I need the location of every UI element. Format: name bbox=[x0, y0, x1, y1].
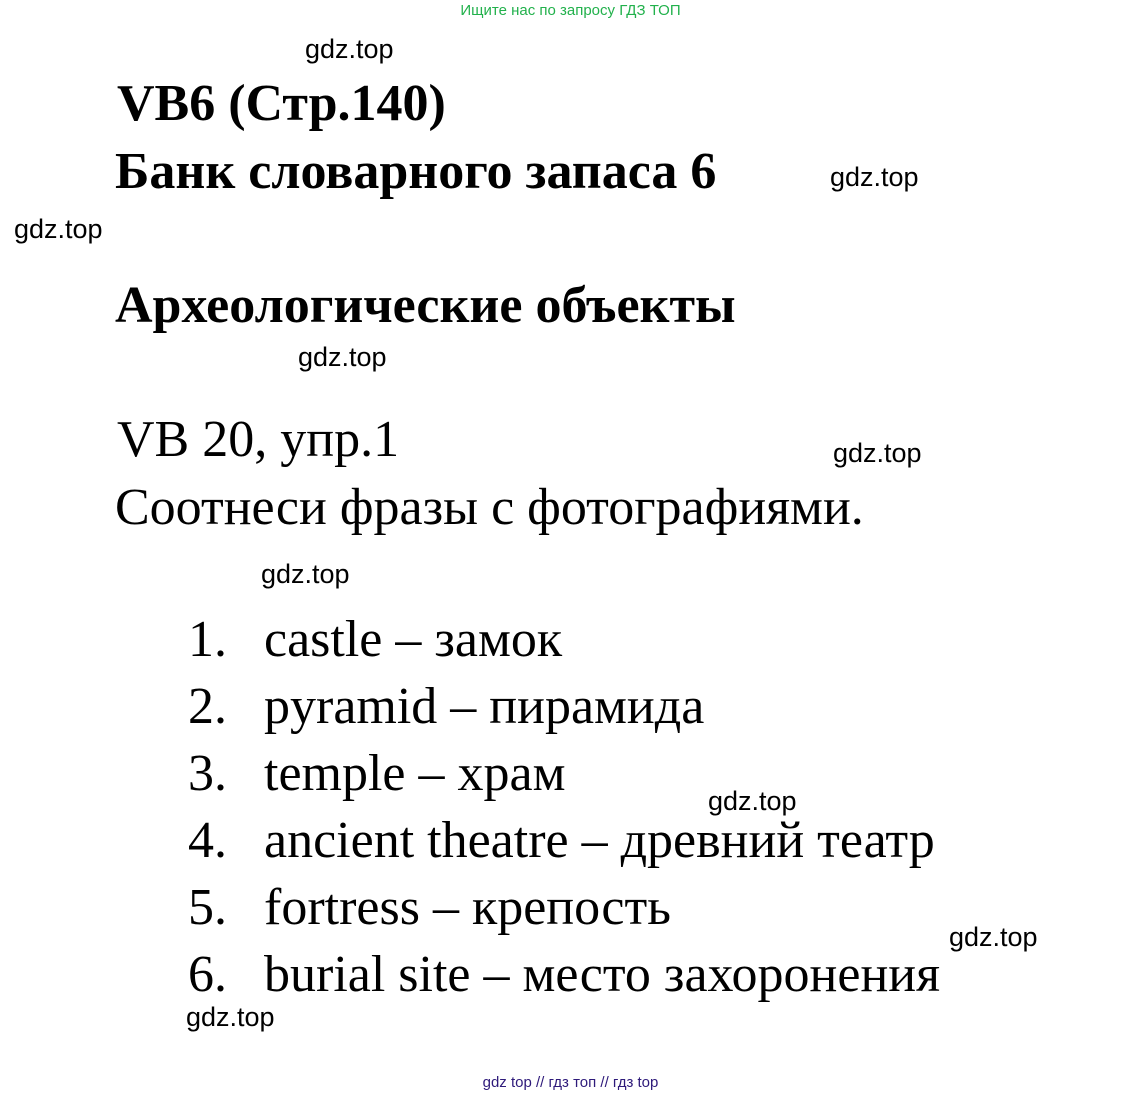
topic-title: Археологические объекты bbox=[115, 277, 736, 334]
item-text: ancient theatre – древний театр bbox=[264, 812, 935, 869]
item-text: fortress – крепость bbox=[264, 879, 671, 936]
item-number: 2. bbox=[188, 678, 227, 735]
item-text: burial site – место захоронения bbox=[264, 946, 941, 1003]
watermark: gdz.top bbox=[833, 438, 922, 468]
vocabulary-list bbox=[188, 612, 940, 1014]
top-promo-note: Ищите нас по запросу ГДЗ ТОП bbox=[460, 2, 681, 19]
item-number: 4. bbox=[188, 812, 227, 869]
list-item bbox=[188, 612, 940, 679]
section-subheading: Банк словарного запаса 6 bbox=[115, 143, 717, 200]
exercise-instruction: Соотнеси фразы с фотографиями. bbox=[115, 479, 864, 536]
item-number: 3. bbox=[188, 745, 227, 802]
item-number: 5. bbox=[188, 879, 227, 936]
watermark: gdz.top bbox=[14, 214, 103, 244]
list-item bbox=[188, 813, 940, 880]
watermark: gdz.top bbox=[708, 786, 797, 816]
list-item bbox=[188, 947, 940, 1014]
footer-links: gdz top // гдз топ // гдз top bbox=[482, 1074, 659, 1091]
item-number: 6. bbox=[188, 946, 227, 1003]
item-text: temple – храм bbox=[264, 745, 566, 802]
list-item bbox=[188, 746, 940, 813]
item-text: castle – замок bbox=[264, 611, 563, 668]
watermark: gdz.top bbox=[186, 1002, 275, 1032]
list-item bbox=[188, 880, 940, 947]
list-item bbox=[188, 679, 940, 746]
page-heading: VB6 (Стр.140) bbox=[117, 75, 446, 132]
watermark: gdz.top bbox=[298, 342, 387, 372]
watermark: gdz.top bbox=[305, 34, 394, 64]
item-text: pyramid – пирамида bbox=[264, 678, 705, 735]
exercise-label: VB 20, упр.1 bbox=[117, 411, 400, 468]
watermark: gdz.top bbox=[830, 162, 919, 192]
watermark: gdz.top bbox=[261, 559, 350, 589]
watermark: gdz.top bbox=[949, 922, 1038, 952]
item-number: 1. bbox=[188, 611, 227, 668]
